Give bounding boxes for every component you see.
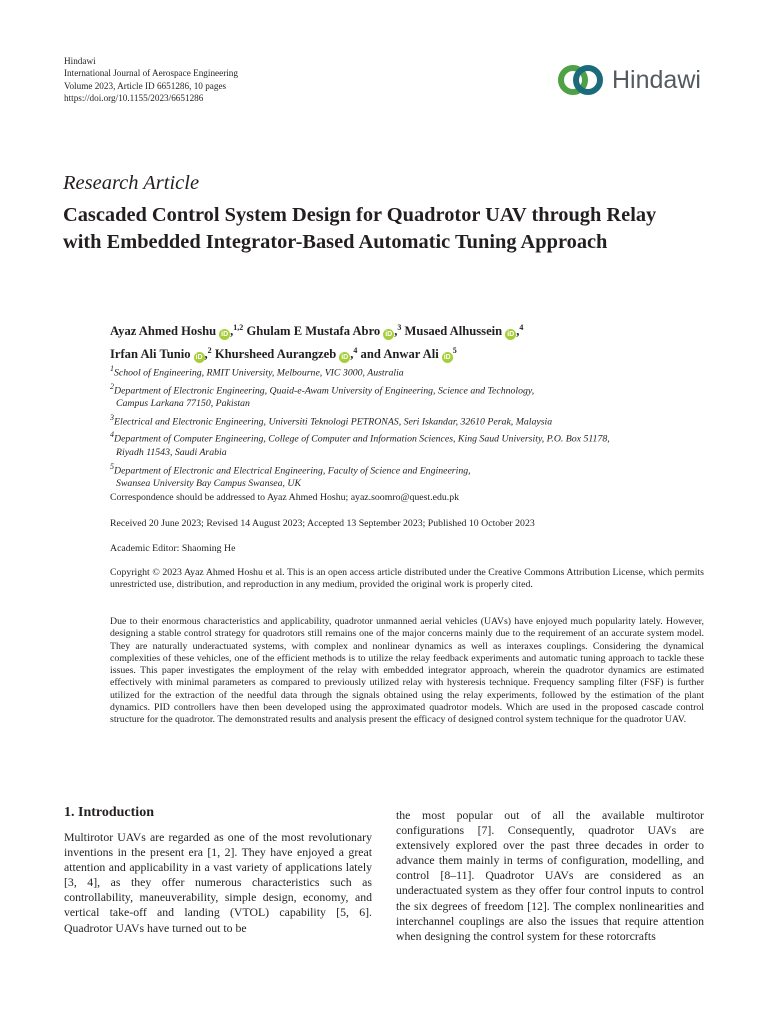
author-name: Ghulam E Mustafa Abro — [246, 324, 381, 339]
hindawi-logo-icon — [556, 63, 606, 97]
orcid-icon[interactable]: iD — [195, 354, 203, 362]
author: Irfan Ali Tunio iD ,$^2$ — [110, 346, 212, 362]
author-name: Musaed Alhussein — [404, 324, 503, 339]
journal-name: International Journal of Aerospace Engineering — [64, 68, 238, 79]
volume-info: Volume 2023, Article ID 6651286, 10 pages — [64, 80, 227, 91]
author-affiliation-number: 4 — [519, 323, 524, 332]
article-type: Research Article — [63, 172, 200, 194]
author-affiliation-number: 5 — [452, 346, 457, 356]
affiliation-text-continued: Riyadh 11543, Saudi Arabia — [116, 447, 227, 459]
author: Ayaz Ahmed Hoshu iD ,$^{1,2}$ — [110, 323, 244, 339]
affiliation-text-continued: Campus Larkana 77150, Pakistan — [116, 398, 250, 410]
author-affiliation-number: 1,2 — [233, 323, 244, 332]
affiliation-text: School of Engineering, RMIT University, Melbourne, VIC 3000, Australia — [114, 367, 404, 379]
affiliation-number: 1 — [110, 364, 114, 373]
author-name: Anwar Ali — [383, 347, 439, 362]
orcid-icon[interactable]: iD — [221, 331, 229, 339]
logo-text: Hindawi — [612, 65, 701, 94]
publication-dates: Received 20 June 2023; Revised 14 August 2023; Accepted 13 September 2023; Published 10 October 2023 — [110, 518, 535, 529]
orcid-icon[interactable]: iD — [385, 331, 393, 339]
affiliation-text-continued: Swansea University Bay Campus Swansea, UK — [116, 478, 302, 490]
author-name: Irfan Ali Tunio — [110, 347, 191, 362]
affiliation — [110, 380, 730, 411]
affiliation — [110, 411, 730, 429]
body-column-right: the most popular out of all the available multirotor configurations [7]. Consequently, quadrotor UAVs are extensively explored over the past three decades in order to advance them mainly in terms of configuration, modelling, and control [8–11]. Quadrotor UAVs are considered as an underactuated system as they offer four control inputs to control the six degrees of freedom [12]. The complex nonlinearities and interchannel couplings are also the issues that require attention when designing the control system for these rotorcrafts — [396, 808, 704, 943]
affiliation-text: Department of Electronic Engineering, Quaid-e-Awam University of Engineering, Science and Technology, — [114, 384, 535, 396]
publisher-name: Hindawi — [64, 56, 96, 66]
hindawi-logo — [556, 60, 716, 100]
abstract: Due to their enormous characteristics and applicability, quadrotor unmanned aerial vehicles (UAVs) have enjoyed much popularity lately. However, designing a stable control strategy for quadrotors still remains one of the major concerns mainly due to the requirement of an accurate system model. They are naturally underactuated systems, with complex and nonlinear dynamics as well as interaxes couplings. Considering the dynamical complexities of these vehicles, one of the efficient methods is to utilize the relay feedback experiments and automatic tuning approach to tackle these issues. This paper investigates the employment of the relay with embedded integrator approach, wherein the quadrotor dynamics are estimated effectively with minimal parameters as compared to previously utilized relay with hysteresis technique. Frequency sampling filter (FSF) is further utilized for the extraction of the needful data through the signals obtained using the relay experiments, followed by the estimation of the plant dynamics. PID controllers have then been developed using the approximated quadrotor models. Which are used in the proposed cascade control structure for the quadrotor. The demonstrated results and analysis present the efficacy of designed control system technique for the quadrotor UAV. — [110, 616, 704, 726]
author: Ghulam E Mustafa Abro iD ,$^3$ — [246, 323, 402, 339]
author: Musaed Alhussein iD ,$^4$ — [404, 323, 524, 339]
affiliation-number: 2 — [110, 381, 114, 391]
affiliation — [110, 362, 730, 380]
author: Khursheed Aurangzeb iD ,$^4$ and — [214, 346, 381, 362]
author — [383, 347, 456, 361]
section-heading: 1. Introduction — [64, 805, 154, 820]
affiliation — [110, 460, 730, 491]
orcid-icon[interactable]: iD — [507, 331, 515, 339]
body-column-left: Multirotor UAVs are regarded as one of the most revolutionary inventions in the present era [1, 2]. They have enjoyed a great attention and applicability in a vast variety of applications lately [3, 4], as they offer numerous characteristics such as controllability, maneuverability, simple design, economy, and vertical take-off and landing (VTOL) capability [5, 6]. Quadrotor UAVs have turned out to be — [64, 830, 372, 935]
author-list — [110, 318, 710, 364]
affiliation-number: 5 — [110, 461, 114, 471]
academic-editor: Academic Editor: Shaoming He — [110, 543, 236, 554]
affiliation-list — [110, 362, 730, 491]
author-affiliation-number: 3 — [397, 323, 402, 332]
affiliation-number: 4 — [110, 430, 114, 440]
copyright-notice: Copyright © 2023 Ayaz Ahmed Hoshu et al. This is an open access article distributed under the Creative Commons Attribution License, which permits unrestricted use, distribution, and reproduction in any medium, provided the original work is properly cited. — [110, 567, 704, 591]
paper-title: Cascaded Control System Design for Quadrotor UAV through Relay with Embedded Integrator-Based Automatic Tuning Approach — [63, 204, 657, 253]
affiliation-text: Department of Electronic and Electrical Engineering, Faculty of Science and Engineering, — [114, 464, 471, 476]
orcid-icon[interactable]: iD — [443, 354, 451, 362]
author-name: Ayaz Ahmed Hoshu — [110, 324, 217, 339]
author-affiliation-number: 4 — [353, 346, 358, 356]
affiliation-number: 3 — [110, 412, 114, 422]
author-name: Khursheed Aurangzeb — [214, 347, 337, 362]
orcid-icon[interactable]: iD — [341, 354, 349, 362]
affiliation — [110, 428, 730, 459]
doi-link[interactable]: https://doi.org/10.1155/2023/6651286 — [64, 93, 204, 104]
affiliation-text: Electrical and Electronic Engineering, Universiti Teknologi PETRONAS, Seri Iskandar, 32610 Perak, Malaysia — [114, 416, 553, 428]
correspondence: Correspondence should be addressed to Ayaz Ahmed Hoshu; ayaz.soomro@quest.edu.pk — [110, 492, 460, 503]
affiliation-text: Department of Computer Engineering, College of Computer and Information Sciences, King Saud University, P.O. Box 51178, — [114, 433, 610, 445]
author-affiliation-number: 2 — [207, 346, 212, 356]
publication-info — [64, 55, 238, 105]
